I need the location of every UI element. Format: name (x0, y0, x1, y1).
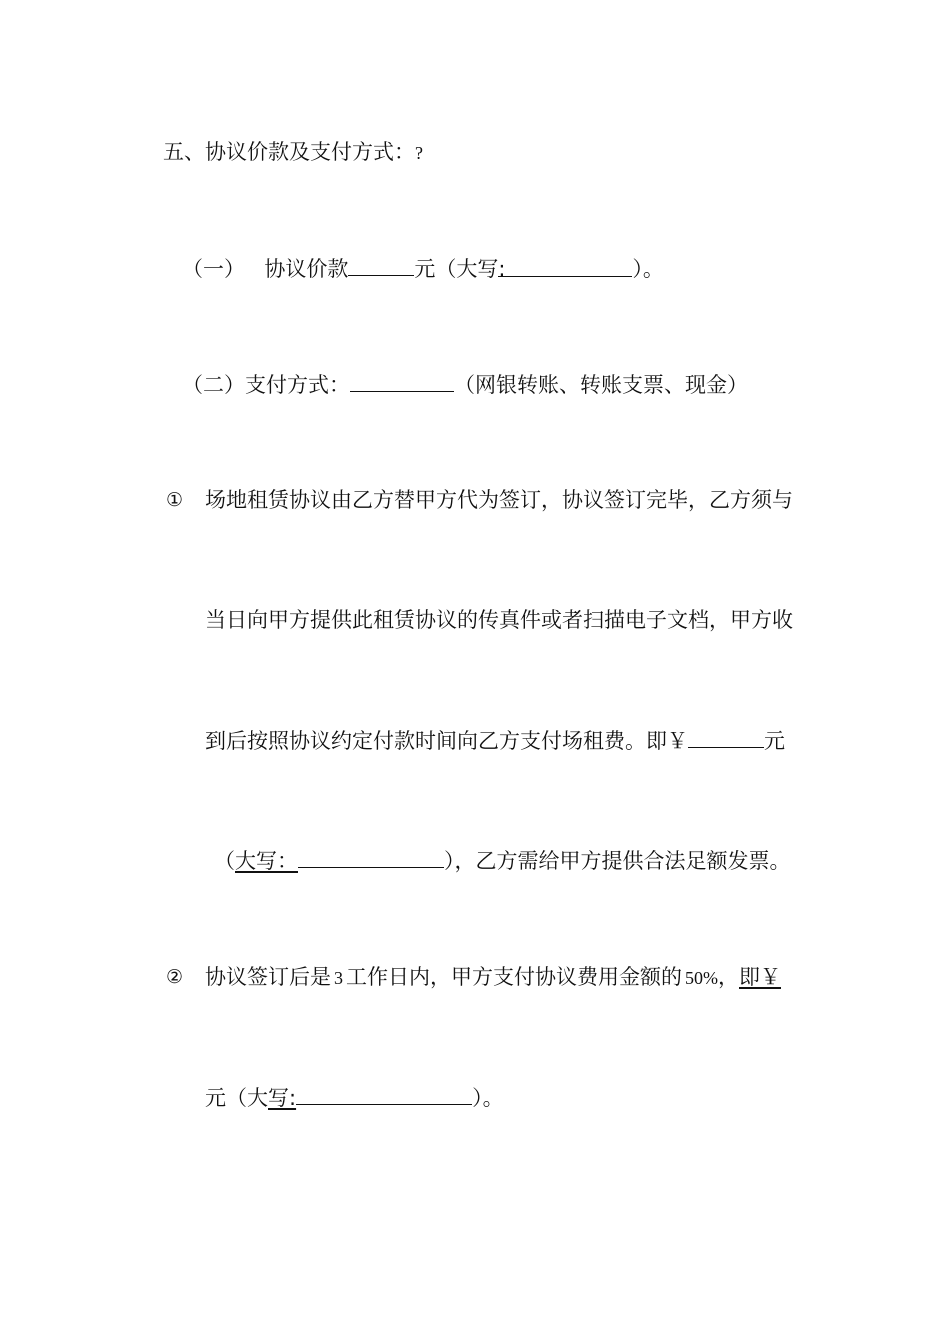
item1-capital-label: 大写： (235, 849, 298, 873)
item1-line4-rest: ），乙方需给甲方提供合法足额发票。 (444, 849, 791, 873)
item2-text-b: 工作日内，甲方支付协议费用金额的 (346, 965, 682, 989)
item2-line2-a: 元（大 (205, 1086, 268, 1110)
item2-capital-blank[interactable] (296, 1082, 472, 1105)
item2-percent: 50% (685, 968, 718, 988)
payment-method-options: （网银转账、转账支票、现金） (454, 373, 748, 397)
item1-line3-unit: 元 (764, 729, 785, 753)
price-capital-blank[interactable] (498, 254, 632, 281)
section-heading-text: 五、协议价款及支付方式： (163, 140, 415, 164)
item1-line4-open: （ (214, 849, 235, 873)
item2-line2-b: 写: (268, 1086, 297, 1110)
price-suffix: ）。 (632, 257, 664, 281)
item2-line2-end: ）。 (472, 1086, 504, 1110)
item1-line1: 场地租赁协议由乙方替甲方代为签订，协议签订完毕，乙方须与 (205, 488, 793, 512)
item1-line2: 当日向甲方提供此租赁协议的传真件或者扫描电子文档，甲方收 (205, 608, 793, 632)
item1-line3 (205, 725, 785, 756)
item2-line2 (205, 1082, 504, 1113)
item2-ji: 即￥ (739, 965, 781, 989)
price-amount-blank[interactable] (348, 253, 414, 276)
item1-amount-blank[interactable] (688, 725, 764, 748)
price-label: 协议价款 (264, 257, 349, 281)
item1-line4 (214, 845, 791, 876)
price-colon: : (498, 257, 506, 281)
payment-method-line (182, 369, 748, 400)
section-heading (163, 137, 423, 168)
item1-line3-text: 到后按照协议约定付款时间向乙方支付场租费。即￥ (205, 729, 688, 753)
section-heading-mark: ? (415, 143, 423, 163)
item2-marker: ② (166, 966, 184, 988)
item1-marker: ① (166, 489, 184, 511)
item1-capital-blank[interactable] (298, 845, 444, 868)
price-unit: 元（大写 (414, 257, 499, 281)
item2-days: 3 (334, 968, 343, 988)
item2-line1 (205, 962, 781, 993)
payment-method-blank[interactable] (350, 369, 454, 392)
item2-text-c: ， (718, 965, 739, 989)
item2-text-a: 协议签订后是 (205, 965, 331, 989)
price-line (182, 253, 664, 284)
payment-method-label: （二）支付方式： (182, 373, 350, 397)
price-prefix: （一） (182, 257, 245, 281)
